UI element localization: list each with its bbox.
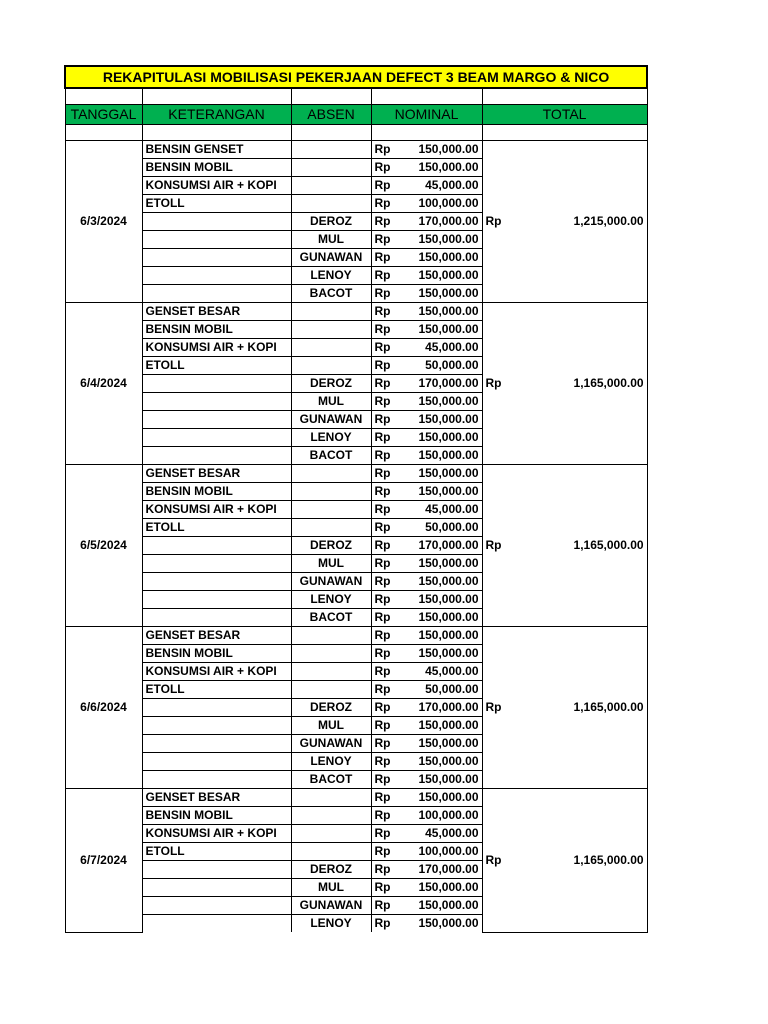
absen-cell[interactable] xyxy=(291,303,371,321)
absen-cell[interactable]: MUL xyxy=(291,231,371,249)
keterangan-cell[interactable]: ETOLL xyxy=(142,357,291,375)
total-currency-cell[interactable]: Rp xyxy=(482,303,512,465)
keterangan-cell[interactable]: KONSUMSI AIR + KOPI xyxy=(142,501,291,519)
absen-cell[interactable] xyxy=(291,339,371,357)
keterangan-cell[interactable] xyxy=(142,879,291,897)
currency-cell[interactable]: Rp xyxy=(371,177,401,195)
currency-cell[interactable]: Rp xyxy=(371,771,401,789)
currency-cell[interactable]: Rp xyxy=(371,861,401,879)
currency-cell[interactable]: Rp xyxy=(371,915,401,933)
total-cell[interactable]: 1,165,000.00 xyxy=(512,303,647,465)
date-cell[interactable]: 6/5/2024 xyxy=(65,465,142,627)
date-cell[interactable]: 6/4/2024 xyxy=(65,303,142,465)
empty-cell[interactable] xyxy=(482,88,647,105)
keterangan-cell[interactable] xyxy=(142,267,291,285)
absen-cell[interactable] xyxy=(291,807,371,825)
nominal-cell[interactable]: 50,000.00 xyxy=(401,519,482,537)
empty-cell[interactable] xyxy=(371,88,482,105)
keterangan-cell[interactable] xyxy=(142,231,291,249)
absen-cell[interactable]: DEROZ xyxy=(291,375,371,393)
currency-cell[interactable]: Rp xyxy=(371,357,401,375)
keterangan-cell[interactable] xyxy=(142,285,291,303)
absen-cell[interactable] xyxy=(291,483,371,501)
keterangan-cell[interactable] xyxy=(142,591,291,609)
currency-cell[interactable]: Rp xyxy=(371,375,401,393)
currency-cell[interactable]: Rp xyxy=(371,843,401,861)
keterangan-cell[interactable]: BENSIN MOBIL xyxy=(142,321,291,339)
nominal-cell[interactable]: 150,000.00 xyxy=(401,591,482,609)
currency-cell[interactable]: Rp xyxy=(371,609,401,627)
total-cell[interactable]: 1,215,000.00 xyxy=(512,141,647,303)
keterangan-cell[interactable]: GENSET BESAR xyxy=(142,303,291,321)
currency-cell[interactable]: Rp xyxy=(371,231,401,249)
absen-cell[interactable] xyxy=(291,141,371,159)
currency-cell[interactable]: Rp xyxy=(371,249,401,267)
keterangan-cell[interactable] xyxy=(142,537,291,555)
keterangan-cell[interactable]: BENSIN MOBIL xyxy=(142,483,291,501)
keterangan-cell[interactable] xyxy=(142,213,291,231)
absen-cell[interactable]: BACOT xyxy=(291,609,371,627)
currency-cell[interactable]: Rp xyxy=(371,717,401,735)
absen-cell[interactable] xyxy=(291,465,371,483)
absen-cell[interactable]: DEROZ xyxy=(291,537,371,555)
keterangan-cell[interactable] xyxy=(142,555,291,573)
absen-cell[interactable]: BACOT xyxy=(291,285,371,303)
absen-cell[interactable] xyxy=(291,825,371,843)
absen-cell[interactable]: GUNAWAN xyxy=(291,897,371,915)
nominal-cell[interactable]: 100,000.00 xyxy=(401,195,482,213)
currency-cell[interactable]: Rp xyxy=(371,645,401,663)
absen-cell[interactable] xyxy=(291,321,371,339)
nominal-cell[interactable]: 170,000.00 xyxy=(401,375,482,393)
nominal-cell[interactable]: 150,000.00 xyxy=(401,483,482,501)
keterangan-cell[interactable] xyxy=(142,609,291,627)
nominal-cell[interactable]: 170,000.00 xyxy=(401,699,482,717)
currency-cell[interactable]: Rp xyxy=(371,321,401,339)
absen-cell[interactable]: MUL xyxy=(291,393,371,411)
nominal-cell[interactable]: 150,000.00 xyxy=(401,645,482,663)
nominal-cell[interactable]: 150,000.00 xyxy=(401,753,482,771)
nominal-cell[interactable]: 150,000.00 xyxy=(401,627,482,645)
empty-cell[interactable] xyxy=(291,88,371,105)
currency-cell[interactable]: Rp xyxy=(371,501,401,519)
keterangan-cell[interactable] xyxy=(142,861,291,879)
total-currency-cell[interactable]: Rp xyxy=(482,789,512,933)
absen-cell[interactable] xyxy=(291,681,371,699)
currency-cell[interactable]: Rp xyxy=(371,735,401,753)
currency-cell[interactable]: Rp xyxy=(371,339,401,357)
nominal-cell[interactable]: 150,000.00 xyxy=(401,285,482,303)
nominal-cell[interactable]: 150,000.00 xyxy=(401,429,482,447)
nominal-cell[interactable]: 45,000.00 xyxy=(401,825,482,843)
keterangan-cell[interactable] xyxy=(142,447,291,465)
nominal-cell[interactable]: 150,000.00 xyxy=(401,915,482,933)
keterangan-cell[interactable]: KONSUMSI AIR + KOPI xyxy=(142,663,291,681)
nominal-cell[interactable]: 150,000.00 xyxy=(401,141,482,159)
keterangan-cell[interactable] xyxy=(142,753,291,771)
keterangan-cell[interactable]: ETOLL xyxy=(142,519,291,537)
currency-cell[interactable]: Rp xyxy=(371,681,401,699)
currency-cell[interactable]: Rp xyxy=(371,807,401,825)
date-cell[interactable]: 6/6/2024 xyxy=(65,627,142,789)
absen-cell[interactable]: DEROZ xyxy=(291,861,371,879)
nominal-cell[interactable]: 150,000.00 xyxy=(401,447,482,465)
absen-cell[interactable] xyxy=(291,357,371,375)
total-currency-cell[interactable]: Rp xyxy=(482,627,512,789)
absen-cell[interactable]: MUL xyxy=(291,879,371,897)
nominal-cell[interactable]: 150,000.00 xyxy=(401,321,482,339)
absen-cell[interactable]: LENOY xyxy=(291,915,371,933)
keterangan-cell[interactable] xyxy=(142,411,291,429)
absen-cell[interactable]: LENOY xyxy=(291,591,371,609)
keterangan-cell[interactable]: BENSIN MOBIL xyxy=(142,159,291,177)
table-row xyxy=(65,465,647,483)
absen-cell[interactable]: GUNAWAN xyxy=(291,735,371,753)
table-row xyxy=(65,141,647,159)
absen-cell[interactable] xyxy=(291,843,371,861)
keterangan-cell[interactable] xyxy=(142,771,291,789)
total-currency-cell[interactable]: Rp xyxy=(482,141,512,303)
date-cell[interactable]: 6/3/2024 xyxy=(65,141,142,303)
absen-cell[interactable] xyxy=(291,195,371,213)
currency-cell[interactable]: Rp xyxy=(371,519,401,537)
currency-cell[interactable]: Rp xyxy=(371,573,401,591)
recap-table xyxy=(64,65,648,933)
keterangan-cell[interactable]: KONSUMSI AIR + KOPI xyxy=(142,339,291,357)
date-cell[interactable]: 6/7/2024 xyxy=(65,789,142,933)
keterangan-cell[interactable]: KONSUMSI AIR + KOPI xyxy=(142,177,291,195)
absen-cell[interactable]: LENOY xyxy=(291,267,371,285)
nominal-cell[interactable]: 170,000.00 xyxy=(401,213,482,231)
nominal-cell[interactable]: 150,000.00 xyxy=(401,393,482,411)
nominal-cell[interactable]: 150,000.00 xyxy=(401,897,482,915)
nominal-cell[interactable]: 150,000.00 xyxy=(401,771,482,789)
header-total[interactable]: TOTAL xyxy=(482,105,647,125)
keterangan-cell[interactable] xyxy=(142,429,291,447)
currency-cell[interactable]: Rp xyxy=(371,465,401,483)
keterangan-cell[interactable]: BENSIN MOBIL xyxy=(142,645,291,663)
nominal-cell[interactable]: 45,000.00 xyxy=(401,339,482,357)
nominal-cell[interactable]: 150,000.00 xyxy=(401,267,482,285)
nominal-cell[interactable]: 45,000.00 xyxy=(401,501,482,519)
absen-cell[interactable]: GUNAWAN xyxy=(291,411,371,429)
absen-cell[interactable] xyxy=(291,645,371,663)
absen-cell[interactable]: DEROZ xyxy=(291,213,371,231)
keterangan-cell[interactable] xyxy=(142,393,291,411)
absen-cell[interactable]: BACOT xyxy=(291,771,371,789)
absen-cell[interactable] xyxy=(291,627,371,645)
currency-cell[interactable]: Rp xyxy=(371,285,401,303)
currency-cell[interactable]: Rp xyxy=(371,591,401,609)
absen-cell[interactable] xyxy=(291,519,371,537)
empty-cell[interactable] xyxy=(482,125,647,141)
currency-cell[interactable]: Rp xyxy=(371,429,401,447)
nominal-cell[interactable]: 50,000.00 xyxy=(401,681,482,699)
nominal-cell[interactable]: 150,000.00 xyxy=(401,879,482,897)
currency-cell[interactable]: Rp xyxy=(371,141,401,159)
keterangan-cell[interactable] xyxy=(142,573,291,591)
currency-cell[interactable]: Rp xyxy=(371,789,401,807)
currency-cell[interactable]: Rp xyxy=(371,879,401,897)
nominal-cell[interactable]: 150,000.00 xyxy=(401,717,482,735)
currency-cell[interactable]: Rp xyxy=(371,411,401,429)
currency-cell[interactable]: Rp xyxy=(371,447,401,465)
absen-cell[interactable]: BACOT xyxy=(291,447,371,465)
empty-cell[interactable] xyxy=(65,125,142,141)
absen-cell[interactable]: MUL xyxy=(291,555,371,573)
absen-cell[interactable] xyxy=(291,159,371,177)
total-cell[interactable]: 1,165,000.00 xyxy=(512,627,647,789)
nominal-cell[interactable]: 150,000.00 xyxy=(401,465,482,483)
keterangan-cell[interactable]: ETOLL xyxy=(142,681,291,699)
nominal-cell[interactable]: 100,000.00 xyxy=(401,843,482,861)
nominal-cell[interactable]: 150,000.00 xyxy=(401,249,482,267)
absen-cell[interactable]: LENOY xyxy=(291,753,371,771)
keterangan-cell[interactable] xyxy=(142,249,291,267)
nominal-cell[interactable]: 150,000.00 xyxy=(401,231,482,249)
nominal-cell[interactable]: 150,000.00 xyxy=(401,789,482,807)
currency-cell[interactable]: Rp xyxy=(371,555,401,573)
keterangan-cell[interactable]: GENSET BESAR xyxy=(142,627,291,645)
nominal-cell[interactable]: 45,000.00 xyxy=(401,663,482,681)
currency-cell[interactable]: Rp xyxy=(371,825,401,843)
keterangan-cell[interactable] xyxy=(142,699,291,717)
currency-cell[interactable]: Rp xyxy=(371,537,401,555)
absen-cell[interactable]: LENOY xyxy=(291,429,371,447)
empty-cell[interactable] xyxy=(142,88,291,105)
nominal-cell[interactable]: 150,000.00 xyxy=(401,555,482,573)
nominal-cell[interactable]: 150,000.00 xyxy=(401,159,482,177)
nominal-cell[interactable]: 150,000.00 xyxy=(401,411,482,429)
currency-cell[interactable]: Rp xyxy=(371,195,401,213)
nominal-cell[interactable]: 150,000.00 xyxy=(401,573,482,591)
keterangan-cell[interactable]: BENSIN MOBIL xyxy=(142,807,291,825)
nominal-cell[interactable]: 150,000.00 xyxy=(401,609,482,627)
keterangan-cell[interactable] xyxy=(142,915,291,933)
table-row xyxy=(65,303,647,321)
currency-cell[interactable]: Rp xyxy=(371,393,401,411)
keterangan-cell[interactable]: ETOLL xyxy=(142,843,291,861)
header-tanggal[interactable]: TANGGAL xyxy=(65,105,142,125)
nominal-cell[interactable]: 150,000.00 xyxy=(401,735,482,753)
keterangan-cell[interactable] xyxy=(142,897,291,915)
nominal-cell[interactable]: 100,000.00 xyxy=(401,807,482,825)
absen-cell[interactable]: MUL xyxy=(291,717,371,735)
nominal-cell[interactable]: 150,000.00 xyxy=(401,303,482,321)
table-row xyxy=(65,789,647,807)
header-keterangan[interactable]: KETERANGAN xyxy=(142,105,291,125)
absen-cell[interactable]: GUNAWAN xyxy=(291,573,371,591)
currency-cell[interactable]: Rp xyxy=(371,897,401,915)
spreadsheet xyxy=(64,65,646,933)
header-absen[interactable]: ABSEN xyxy=(291,105,371,125)
absen-cell[interactable]: GUNAWAN xyxy=(291,249,371,267)
keterangan-cell[interactable] xyxy=(142,717,291,735)
keterangan-cell[interactable] xyxy=(142,375,291,393)
keterangan-cell[interactable]: BENSIN GENSET xyxy=(142,141,291,159)
currency-cell[interactable]: Rp xyxy=(371,303,401,321)
keterangan-cell[interactable] xyxy=(142,735,291,753)
empty-cell[interactable] xyxy=(65,88,142,105)
currency-cell[interactable]: Rp xyxy=(371,159,401,177)
keterangan-cell[interactable]: GENSET BESAR xyxy=(142,465,291,483)
nominal-cell[interactable]: 170,000.00 xyxy=(401,537,482,555)
currency-cell[interactable]: Rp xyxy=(371,483,401,501)
keterangan-cell[interactable]: ETOLL xyxy=(142,195,291,213)
absen-cell[interactable] xyxy=(291,501,371,519)
header-nominal[interactable]: NOMINAL xyxy=(371,105,482,125)
absen-cell[interactable]: DEROZ xyxy=(291,699,371,717)
sheet-title[interactable]: REKAPITULASI MOBILISASI PEKERJAAN DEFECT 3 BEAM MARGO & NICO xyxy=(65,66,647,88)
keterangan-cell[interactable]: GENSET BESAR xyxy=(142,789,291,807)
total-currency-cell[interactable]: Rp xyxy=(482,465,512,627)
currency-cell[interactable]: Rp xyxy=(371,663,401,681)
currency-cell[interactable]: Rp xyxy=(371,699,401,717)
currency-cell[interactable]: Rp xyxy=(371,267,401,285)
nominal-cell[interactable]: 50,000.00 xyxy=(401,357,482,375)
absen-cell[interactable] xyxy=(291,789,371,807)
absen-cell[interactable] xyxy=(291,177,371,195)
empty-cell[interactable] xyxy=(371,125,482,141)
table-row xyxy=(65,627,647,645)
keterangan-cell[interactable]: KONSUMSI AIR + KOPI xyxy=(142,825,291,843)
currency-cell[interactable]: Rp xyxy=(371,627,401,645)
nominal-cell[interactable]: 170,000.00 xyxy=(401,861,482,879)
empty-cell[interactable] xyxy=(142,125,291,141)
currency-cell[interactable]: Rp xyxy=(371,753,401,771)
empty-cell[interactable] xyxy=(291,125,371,141)
currency-cell[interactable]: Rp xyxy=(371,213,401,231)
absen-cell[interactable] xyxy=(291,663,371,681)
total-cell[interactable]: 1,165,000.00 xyxy=(512,465,647,627)
total-cell[interactable]: 1,165,000.00 xyxy=(512,789,647,933)
nominal-cell[interactable]: 45,000.00 xyxy=(401,177,482,195)
